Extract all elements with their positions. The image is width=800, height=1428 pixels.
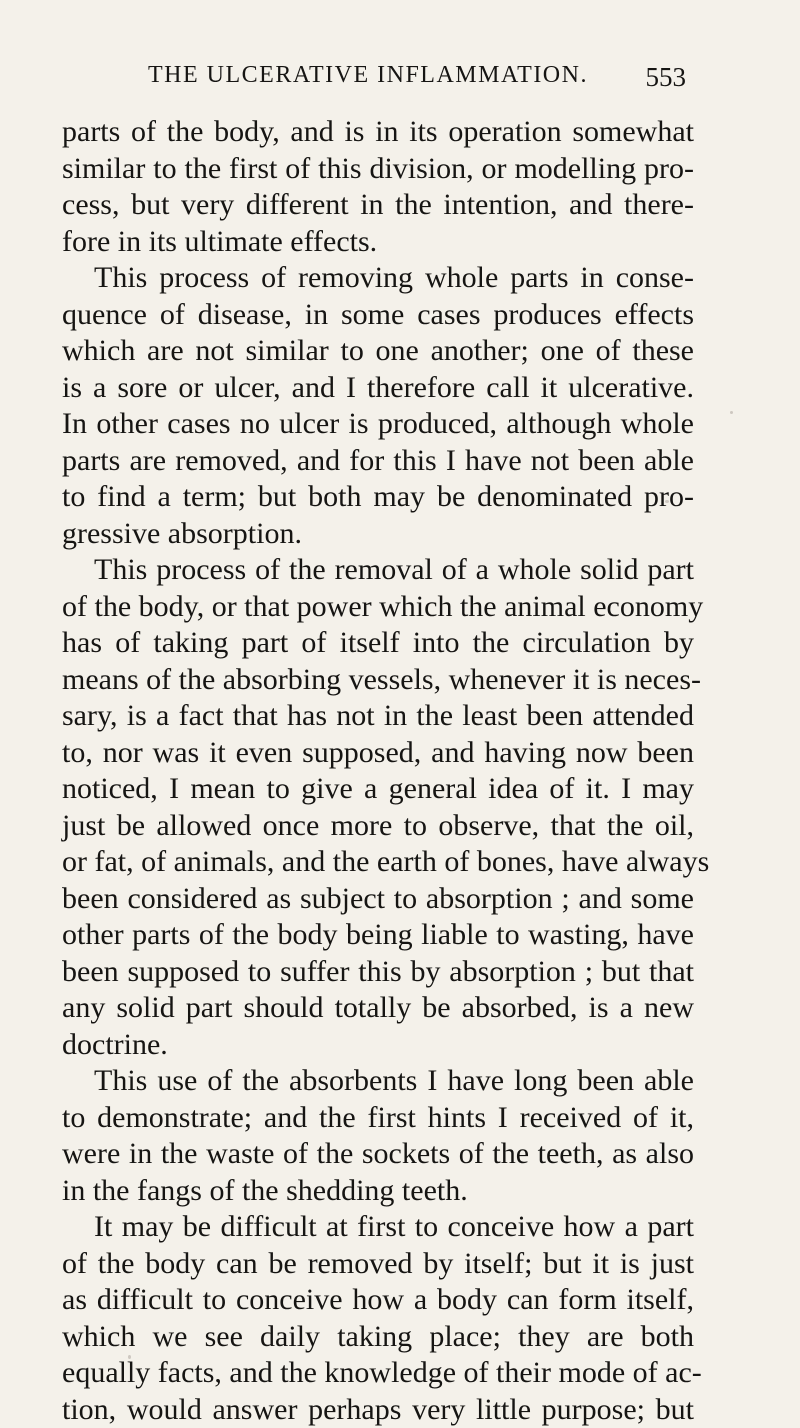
text-line: been supposed to suffer this by absorption ; but that — [62, 954, 694, 991]
text-line: to find a term; but both may be denominated pro- — [62, 479, 694, 516]
text-line: to demonstrate; and the first hints I received of it, — [62, 1100, 694, 1137]
text-line: which are not similar to one another; one of these — [62, 333, 694, 370]
text-line: which we see daily taking place; they are both — [62, 1319, 694, 1356]
text-line: In other cases no ulcer is produced, although whole — [62, 406, 694, 443]
text-line: parts of the body, and is in its operation somewhat — [62, 114, 694, 151]
paper-speck — [730, 411, 733, 414]
text-line: been considered as subject to absorption ; and some — [62, 881, 694, 918]
text-line: as difficult to conceive how a body can form itself, — [62, 1282, 694, 1319]
text-line: doctrine. — [62, 1027, 694, 1064]
text-line: quence of disease, in some cases produces effects — [62, 297, 694, 334]
text-line: sary, is a fact that has not in the least been attended — [62, 698, 694, 735]
text-line: means of the absorbing vessels, whenever it is neces- — [62, 662, 694, 699]
text-line: were in the waste of the sockets of the teeth, as also — [62, 1136, 694, 1173]
text-line: of the body can be removed by itself; but it is just — [62, 1246, 694, 1283]
text-line: any solid part should totally be absorbed, is a new — [62, 990, 694, 1027]
text-line: fore in its ultimate effects. — [62, 224, 694, 261]
text-line: This process of removing whole parts in conse- — [62, 260, 694, 297]
text-line: noticed, I mean to give a general idea of it. I may — [62, 771, 694, 808]
text-line: gressive absorption. — [62, 516, 694, 553]
text-line: other parts of the body being liable to wasting, have — [62, 917, 694, 954]
text-line: has of taking part of itself into the circulation by — [62, 625, 694, 662]
body-text — [62, 114, 694, 1428]
text-line: cess, but very different in the intention, and there- — [62, 187, 694, 224]
text-line: equally facts, and the knowledge of their mode of ac- — [62, 1355, 694, 1392]
text-line: parts are removed, and for this I have not been able — [62, 443, 694, 480]
text-line: or fat, of animals, and the earth of bones, have always — [62, 844, 694, 881]
running-head — [148, 62, 686, 94]
text-line: This process of the removal of a whole solid part — [62, 552, 694, 589]
text-line: It may be difficult at first to conceive how a part — [62, 1209, 694, 1246]
text-line: tion, would answer perhaps very little purpose; but — [62, 1392, 694, 1428]
running-head-title: THE ULCERATIVE INFLAMMATION. — [148, 62, 588, 89]
text-line: just be allowed once more to observe, that the oil, — [62, 808, 694, 845]
text-line: to, nor was it even supposed, and having now been — [62, 735, 694, 772]
page-number: 553 — [646, 62, 687, 93]
text-line: is a sore or ulcer, and I therefore call it ulcerative. — [62, 370, 694, 407]
text-line: This use of the absorbents I have long been able — [62, 1063, 694, 1100]
text-line: of the body, or that power which the animal economy — [62, 589, 694, 626]
text-line: in the fangs of the shedding teeth. — [62, 1173, 694, 1210]
text-line: similar to the first of this division, or modelling pro- — [62, 151, 694, 188]
paper-speck — [665, 500, 669, 503]
paper-speck — [128, 1355, 131, 1359]
